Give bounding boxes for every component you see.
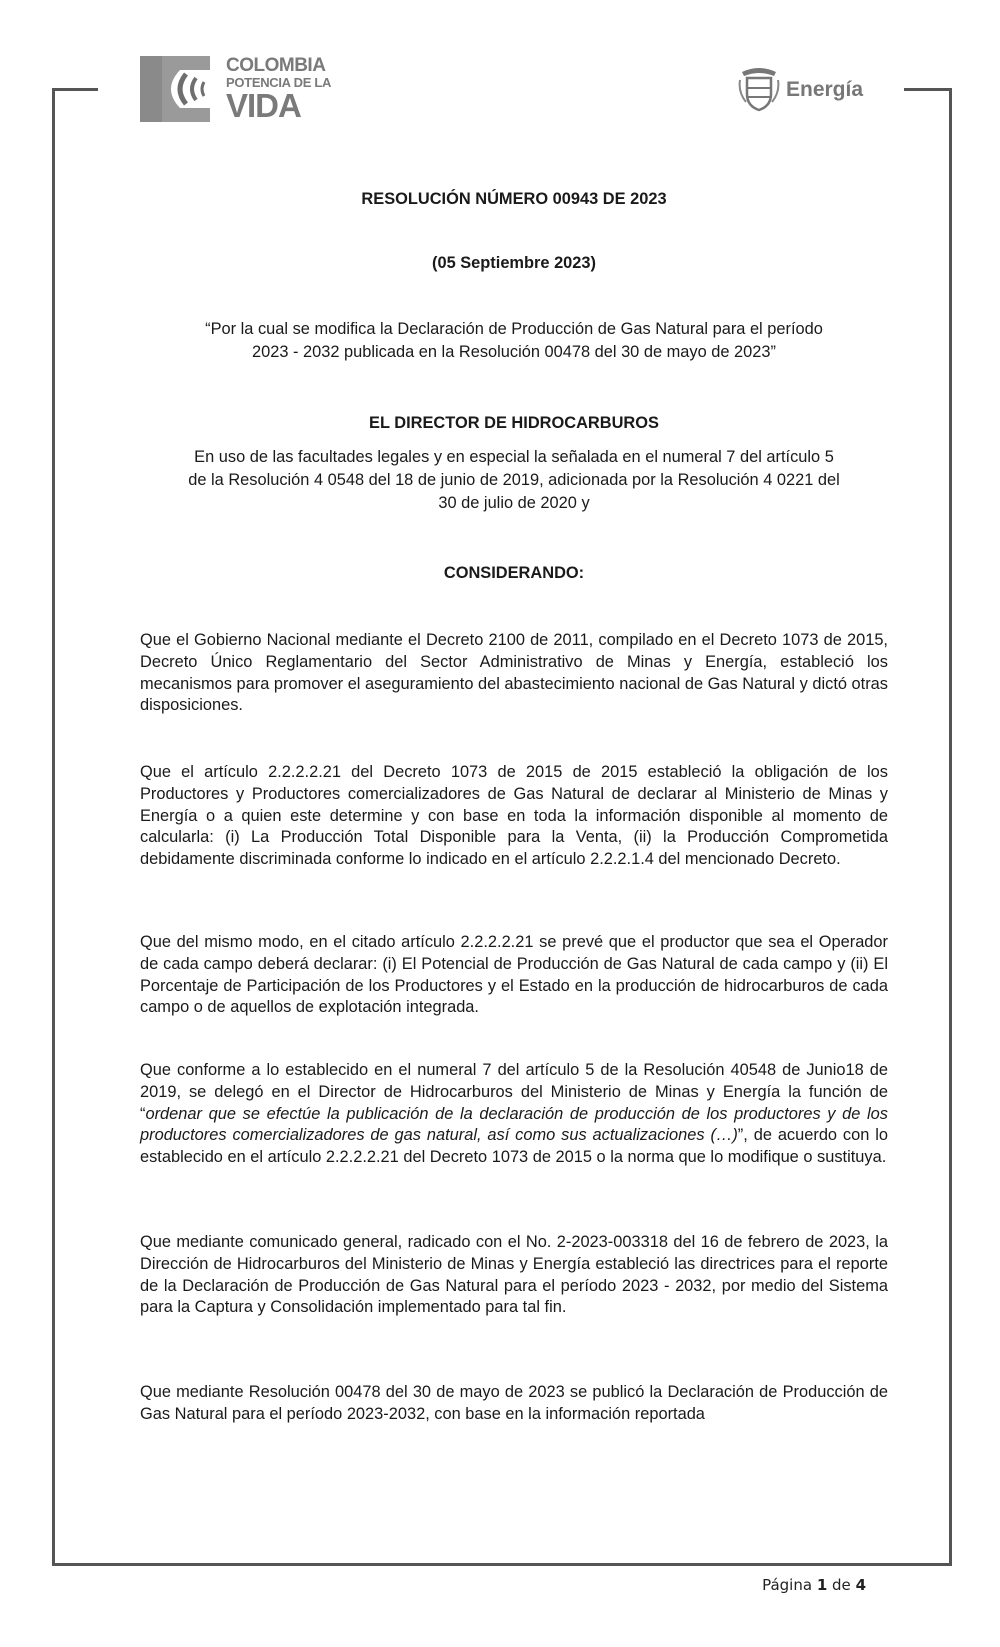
total-pages: 4 [855,1576,866,1594]
subject-line-2: 2023 - 2032 publicada en la Resolución 00478 del 30 de mayo de 2023” [252,343,776,361]
powers-line-2: de la Resolución 4 0548 del 18 de junio de 2019, adicionada por la Resolución 4 0221 del [188,471,840,489]
ministry-name: Energía [786,78,864,101]
authority-heading: EL DIRECTOR DE HIDROCARBUROS [369,414,659,432]
brand-line-1: COLOMBIA [226,55,326,76]
subject-line-1: “Por la cual se modifica la Declaración de Producción de Gas Natural para el período [205,320,823,338]
paragraph-1: Que el Gobierno Nacional mediante el Decreto 2100 de 2011, compilado en el Decreto 1073 de 2015, Decreto Único Reglamentario del Sector Administrativo de Minas y Energía, estableció los mecanismos para promover el aseguramiento del abastecimiento nacional de Gas Natural y dictó otras disposiciones. [140,631,888,715]
brand-line-2: POTENCIA DE LA [226,75,332,90]
paragraph-4 [140,1060,888,1169]
powers-line-1: En uso de las facultades legales y en especial la señalada en el numeral 7 del artículo 5 [194,448,834,466]
powers-statement [140,446,888,515]
paragraph-5: Que mediante comunicado general, radicado con el No. 2-2023-003318 del 16 de febrero de 2023, la Dirección de Hidrocarburos del Ministerio de Minas y Energía estableció las directrices para el reporte de la Declaración de Producción de Gas Natural para el período 2023 - 2032, por medio del Sistema para la Captura y Consolidación implementado para tal fin. [140,1233,888,1317]
paragraph-4-text-c: ”, de acuerdo con lo establecido en el artículo 2.2.2.2.21 del Decreto 1073 de 2015 o la norma que lo modifique o sustituya. [140,1126,889,1167]
brand-line-3: VIDA [226,87,301,124]
considering-heading: CONSIDERANDO: [443,564,585,582]
page-border-top-left [52,88,98,91]
resolution-title: RESOLUCIÓN NÚMERO 00943 DE 2023 [361,190,667,208]
current-page: 1 [816,1576,828,1594]
paragraph-4-text-a: Que conforme a lo establecido en el numeral 7 del artículo 5 de la Resolución 40548 de Junio18 de 2019, se delegó en el Director de Hidrocarburos del Ministerio de Minas y Energía la función de “ [140,1061,888,1123]
page-number [762,1576,866,1594]
page-label: Página [762,1576,813,1594]
paragraph-4-quote: ordenar que se efectúe la publicación de la declaración de producción de los productores y de los productores comercializadores de gas natural, así como sus actualizaciones (…) [140,1104,888,1145]
paragraph-2: Que el artículo 2.2.2.2.21 del Decreto 1073 de 2015 de 2015 estableció la obligación de los Productores y Productores comercializadores de Gas Natural de declarar al Ministerio de Minas y Energía o a quien este determine y con base en toda la información disponible al momento de calcularla: (i) La Producción Total Disponible para la Venta, (ii) la Producción Comprometida debidamente discriminada conforme lo indicado en el artículo 2.2.2.1.4 del mencionado Decreto. [140,763,888,869]
powers-line-3: 30 de julio de 2020 y [438,494,590,512]
paragraph-3: Que del mismo modo, en el citado artículo 2.2.2.2.21 se prevé que el productor que sea el Operador de cada campo deberá declarar: (i) El Potencial de Producción de Gas Natural de cada campo y (ii) El Porcentaje de Participación de los Productores y el Estado en la producción de hidrocarburos de cada campo o de aquellos de explotación integrada. [140,933,888,1017]
resolution-subject [140,318,888,364]
page-border-top-right [904,88,952,91]
paragraph-6: Que mediante Resolución 00478 del 30 de mayo de 2023 se publicó la Declaración de Producción de Gas Natural para el período 2023-2032, con base en la información reportada [140,1383,888,1423]
resolution-date: (05 Septiembre 2023) [432,254,596,272]
of-label: de [832,1576,851,1594]
